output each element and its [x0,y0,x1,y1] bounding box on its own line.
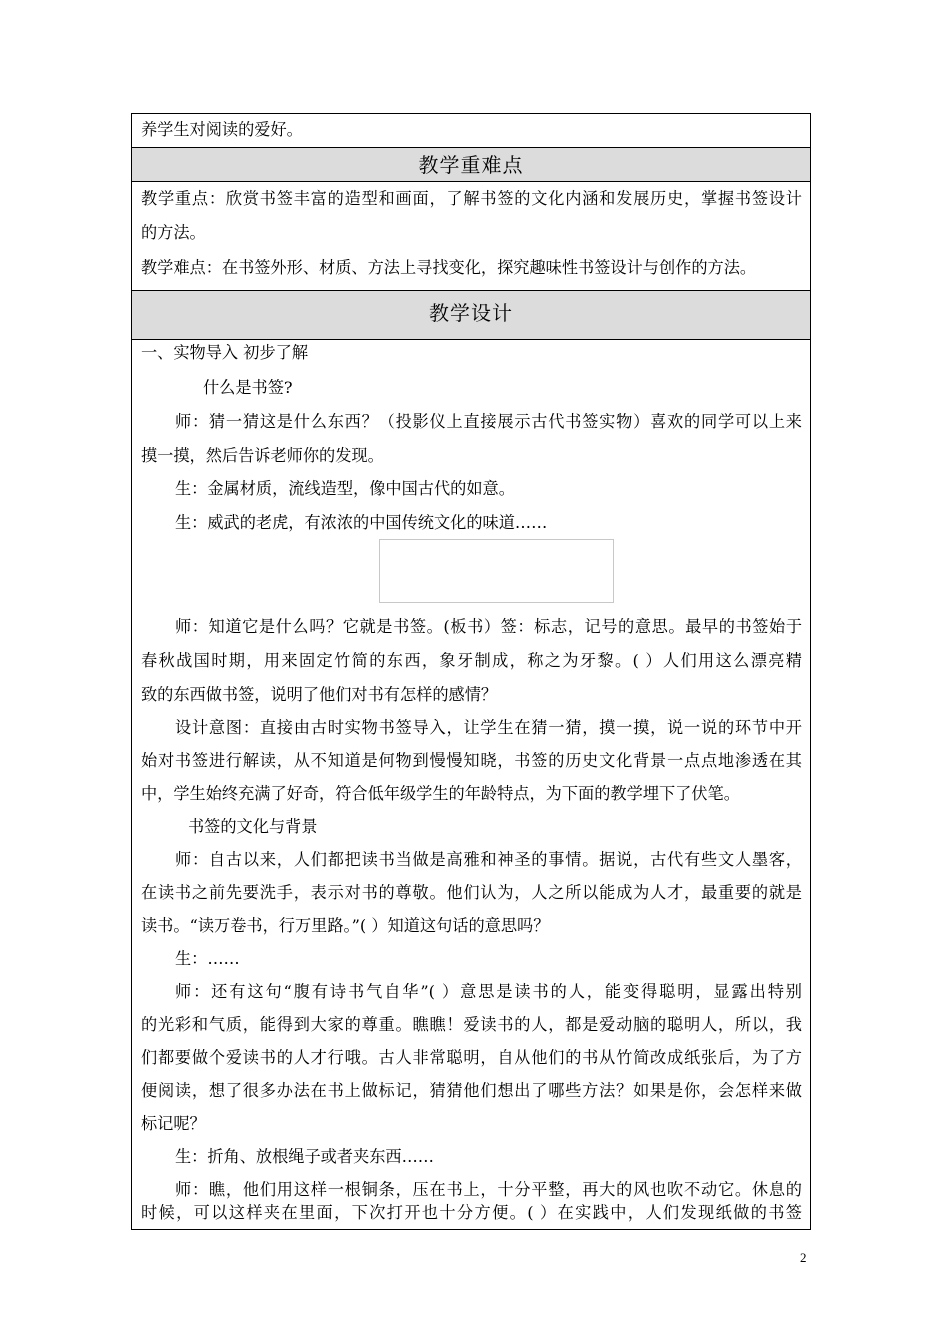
section-title-design: 教学设计 [429,301,513,325]
paragraph-line: 师：自古以来，人们都把读书当做是高雅和神圣的事情。据说，古代有些文人墨客， [175,850,802,869]
paragraph-line: 致的东西做书签，说明了他们对书有怎样的感情？ [141,685,498,704]
section-header-key-points [132,148,810,182]
paragraph-line: 师：瞧，他们用这样一根铜条，压在书上，十分平整，再大的风也吹不动它。休息的 [175,1180,802,1199]
bookmark-image-placeholder [379,539,614,603]
key-point-line: 的方法。 [141,223,206,242]
paragraph-line: 时候，可以这样夹在里面，下次打开也十分方便。( ）在实践中，人们发现纸做的书签 [141,1203,802,1222]
paragraph-line: 生：威武的老虎，有浓浓的中国传统文化的味道…… [175,513,548,532]
intro-text: 养学生对阅读的爱好。 [141,120,303,139]
difficult-point-line: 教学难点：在书签外形、材质、方法上寻找变化，探究趣味性书签设计与创作的方法。 [141,258,757,277]
design-intent-line: 始对书签进行解读，从不知道是何物到慢慢知晓，书签的历史文化背景一点点地渗透在其 [141,751,802,770]
key-point-line: 教学重点：欣赏书签丰富的造型和画面，了解书签的文化内涵和发展历史，掌握书签设计 [141,189,802,208]
paragraph-line: 师：猜一猜这是什么东西？（投影仪上直接展示古代书签实物）喜欢的同学可以上来 [175,412,802,431]
section-header-design [132,291,810,340]
paragraph-line: 师：知道它是什么吗？它就是书签。(板书）签：标志，记号的意思。最早的书签始于 [175,617,802,636]
design-intent-line: 中，学生始终充满了好奇，符合低年级学生的年龄特点，为下面的教学埋下了伏笔。 [141,784,740,803]
paragraph-line: 生：…… [175,949,240,968]
page-number: 2 [800,1250,807,1265]
paragraph-line: 标记呢？ [141,1114,206,1133]
design-content-row [132,340,810,1223]
intro-row [132,114,810,148]
lesson-plan-table [131,113,811,1230]
paragraph-line: 的光彩和气质，能得到大家的尊重。瞧瞧！爱读书的人，都是爱动脑的聪明人，所以，我 [141,1015,802,1034]
paragraph-line: 读书。“读万卷书，行万里路。”( ）知道这句话的意思吗？ [141,916,550,935]
section-heading: 一、实物导入 初步了解 [141,343,309,362]
paragraph-line: 在读书之前先要洗手，表示对书的尊敬。他们认为，人之所以能成为人才，最重要的就是 [141,883,802,902]
paragraph-line: 生：金属材质，流线造型，像中国古代的如意。 [175,479,515,498]
subheading: 什么是书签? [203,378,293,397]
paragraph-line: 便阅读，想了很多办法在书上做标记，猜猜他们想出了哪些方法？如果是你，会怎样来做 [141,1081,802,1100]
section-title-key-points: 教学重难点 [418,153,524,177]
subheading: 书签的文化与背景 [188,817,318,836]
paragraph-line: 摸一摸，然后告诉老师你的发现。 [141,446,384,465]
design-intent-line: 设计意图：直接由古时实物书签导入，让学生在猜一猜，摸一摸，说一说的环节中开 [175,718,802,737]
paragraph-line: 们都要做个爱读书的人才行哦。古人非常聪明，自从他们的书从竹简改成纸张后，为了方 [141,1048,802,1067]
paragraph-line: 师：还有这句“腹有诗书气自华”( ）意思是读书的人，能变得聪明，显露出特别 [175,982,802,1001]
key-points-row [132,182,810,291]
paragraph-line: 春秋战国时期，用来固定竹简的东西，象牙制成，称之为牙黎。( ）人们用这么漂亮精 [141,651,802,670]
paragraph-line: 生：折角、放根绳子或者夹东西…… [175,1147,434,1166]
